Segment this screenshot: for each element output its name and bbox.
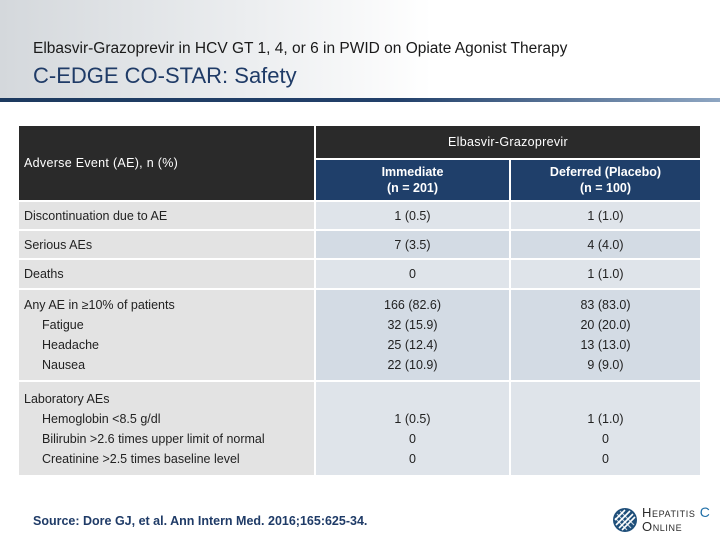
- slide-subtitle: Elbasvir-Grazoprevir in HCV GT 1, 4, or 6 in PWID on Opiate Agonist Therapy: [33, 40, 568, 57]
- logo-emblem-icon: [612, 507, 638, 533]
- row-label: Discontinuation due to AE: [19, 201, 315, 230]
- row-label: Serious AEs: [19, 230, 315, 259]
- col-header-immediate: Immediate (n = 201): [315, 159, 510, 201]
- col-header-ae: Adverse Event (AE), n (%): [19, 126, 315, 201]
- immediate-value: 166 (82.6) 32 (15.9) 25 (12.4) 22 (10.9): [315, 289, 510, 381]
- row-label: Laboratory AEs Hemoglobin <8.5 g/dl Bilirubin >2.6 times upper limit of normal Creatinine >2.5 times baseline level: [19, 381, 315, 475]
- deferred-value: 4 (4.0): [510, 230, 700, 259]
- col-header-elbasvir-grazoprevir: Elbasvir-Grazoprevir: [315, 126, 700, 159]
- immediate-value: 1 (0.5) 0 0: [315, 381, 510, 475]
- slide-title: C-EDGE CO-STAR: Safety: [33, 63, 297, 88]
- table-row: [19, 230, 700, 259]
- deferred-value: 1 (1.0): [510, 259, 700, 289]
- deferred-value: 1 (1.0) 0 0: [510, 381, 700, 475]
- table-row: [19, 201, 700, 230]
- immediate-value: 1 (0.5): [315, 201, 510, 230]
- table-row: [19, 289, 700, 381]
- table-row: [19, 259, 700, 289]
- hepatitis-c-online-logo: [612, 505, 712, 535]
- source-citation: Source: Dore GJ, et al. Ann Intern Med. 2016;165:625-34.: [33, 514, 368, 528]
- header-accent-bar: [0, 98, 720, 102]
- row-label: Any AE in ≥10% of patients Fatigue Headache Nausea: [19, 289, 315, 381]
- immediate-value: 0: [315, 259, 510, 289]
- row-label: Deaths: [19, 259, 315, 289]
- safety-table: [19, 126, 700, 475]
- deferred-value: 83 (83.0) 20 (20.0) 13 (13.0) 9 (9.0): [510, 289, 700, 381]
- table-row: [19, 381, 700, 475]
- col-header-deferred: Deferred (Placebo) (n = 100): [510, 159, 700, 201]
- logo-text: Hepatitis C Online: [642, 504, 711, 534]
- deferred-value: 1 (1.0): [510, 201, 700, 230]
- immediate-value: 7 (3.5): [315, 230, 510, 259]
